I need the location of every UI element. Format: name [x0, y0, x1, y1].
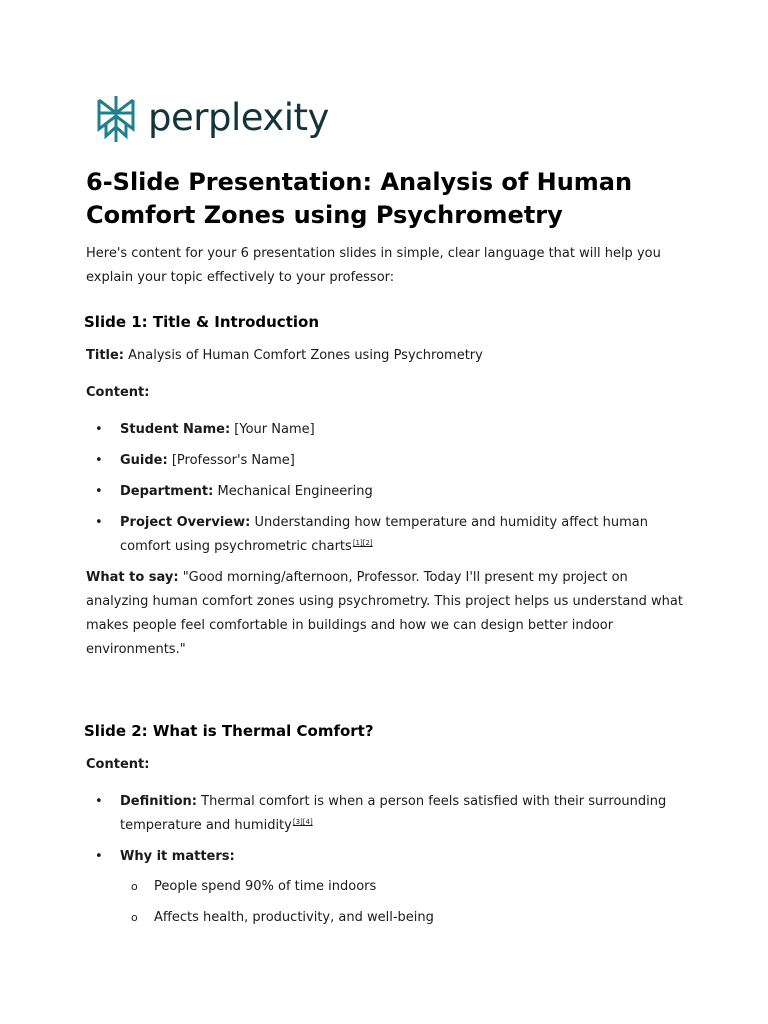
why-label: Why it matters:	[120, 849, 235, 864]
list-item	[86, 511, 686, 559]
list-item	[86, 418, 686, 442]
definition-value: Thermal comfort is when a person feels satisfied with their surrounding temperature and humidity	[120, 794, 667, 833]
slide2-bullet-list	[86, 790, 686, 930]
item-value: Mechanical Engineering	[213, 484, 373, 499]
document-body	[86, 166, 686, 937]
sub-list-item: o Affects health, productivity, and well-being	[120, 906, 686, 930]
slide1-title-line	[86, 344, 686, 368]
list-item	[86, 790, 686, 838]
page-title: 6-Slide Presentation: Analysis of Human Comfort Zones using Psychrometry	[86, 168, 633, 229]
slide1-title-label: Title:	[86, 348, 125, 363]
item-label: Student Name:	[120, 422, 231, 437]
item-label: Project Overview:	[120, 515, 251, 530]
brand-name: perplexity	[148, 95, 329, 139]
list-item	[86, 480, 686, 504]
slide1-heading: Slide 1: Title & Introduction	[84, 313, 319, 331]
perplexity-logo	[94, 94, 329, 144]
list-item	[86, 845, 686, 930]
citation-link[interactable]: [3][4]	[292, 818, 313, 826]
item-label: Guide:	[120, 453, 168, 468]
list-item	[86, 449, 686, 473]
slide1-content-label: Content:	[86, 385, 150, 400]
sub-list-item: o People spend 90% of time indoors	[120, 875, 686, 899]
citation-link[interactable]: [1][2]	[352, 539, 373, 547]
intro-paragraph: Here's content for your 6 presentation slides in simple, clear language that will help you explain your topic effectively to your professor:	[86, 246, 661, 285]
item-label: Department:	[120, 484, 214, 499]
slide1-say-label: What to say:	[86, 570, 179, 585]
slide1-content-label-line	[86, 381, 686, 405]
slide1-bullet-list	[86, 418, 686, 559]
item-value: [Professor's Name]	[167, 453, 295, 468]
slide2-content-label-line	[86, 753, 686, 777]
definition-label: Definition:	[120, 794, 198, 809]
why-sub-list	[120, 875, 686, 930]
item-value: [Your Name]	[230, 422, 315, 437]
slide1-say-paragraph	[86, 566, 686, 662]
slide1-say-value: "Good morning/afternoon, Professor. Today I'll present my project on analyzing human comfort zones using psychrometry. This project helps us understand what makes people feel comfortable in buildings and how we can design better indoor environments."	[86, 570, 683, 657]
item-value: Understanding how temperature and humidity affect human comfort using psychrometric charts	[120, 515, 648, 554]
slide2-heading: Slide 2: What is Thermal Comfort?	[84, 722, 374, 740]
slide2-content-label: Content:	[86, 757, 150, 772]
slide1-title-value: Analysis of Human Comfort Zones using Psychrometry	[124, 348, 483, 363]
perplexity-logo-icon	[94, 94, 138, 144]
section-spacer	[86, 675, 686, 721]
